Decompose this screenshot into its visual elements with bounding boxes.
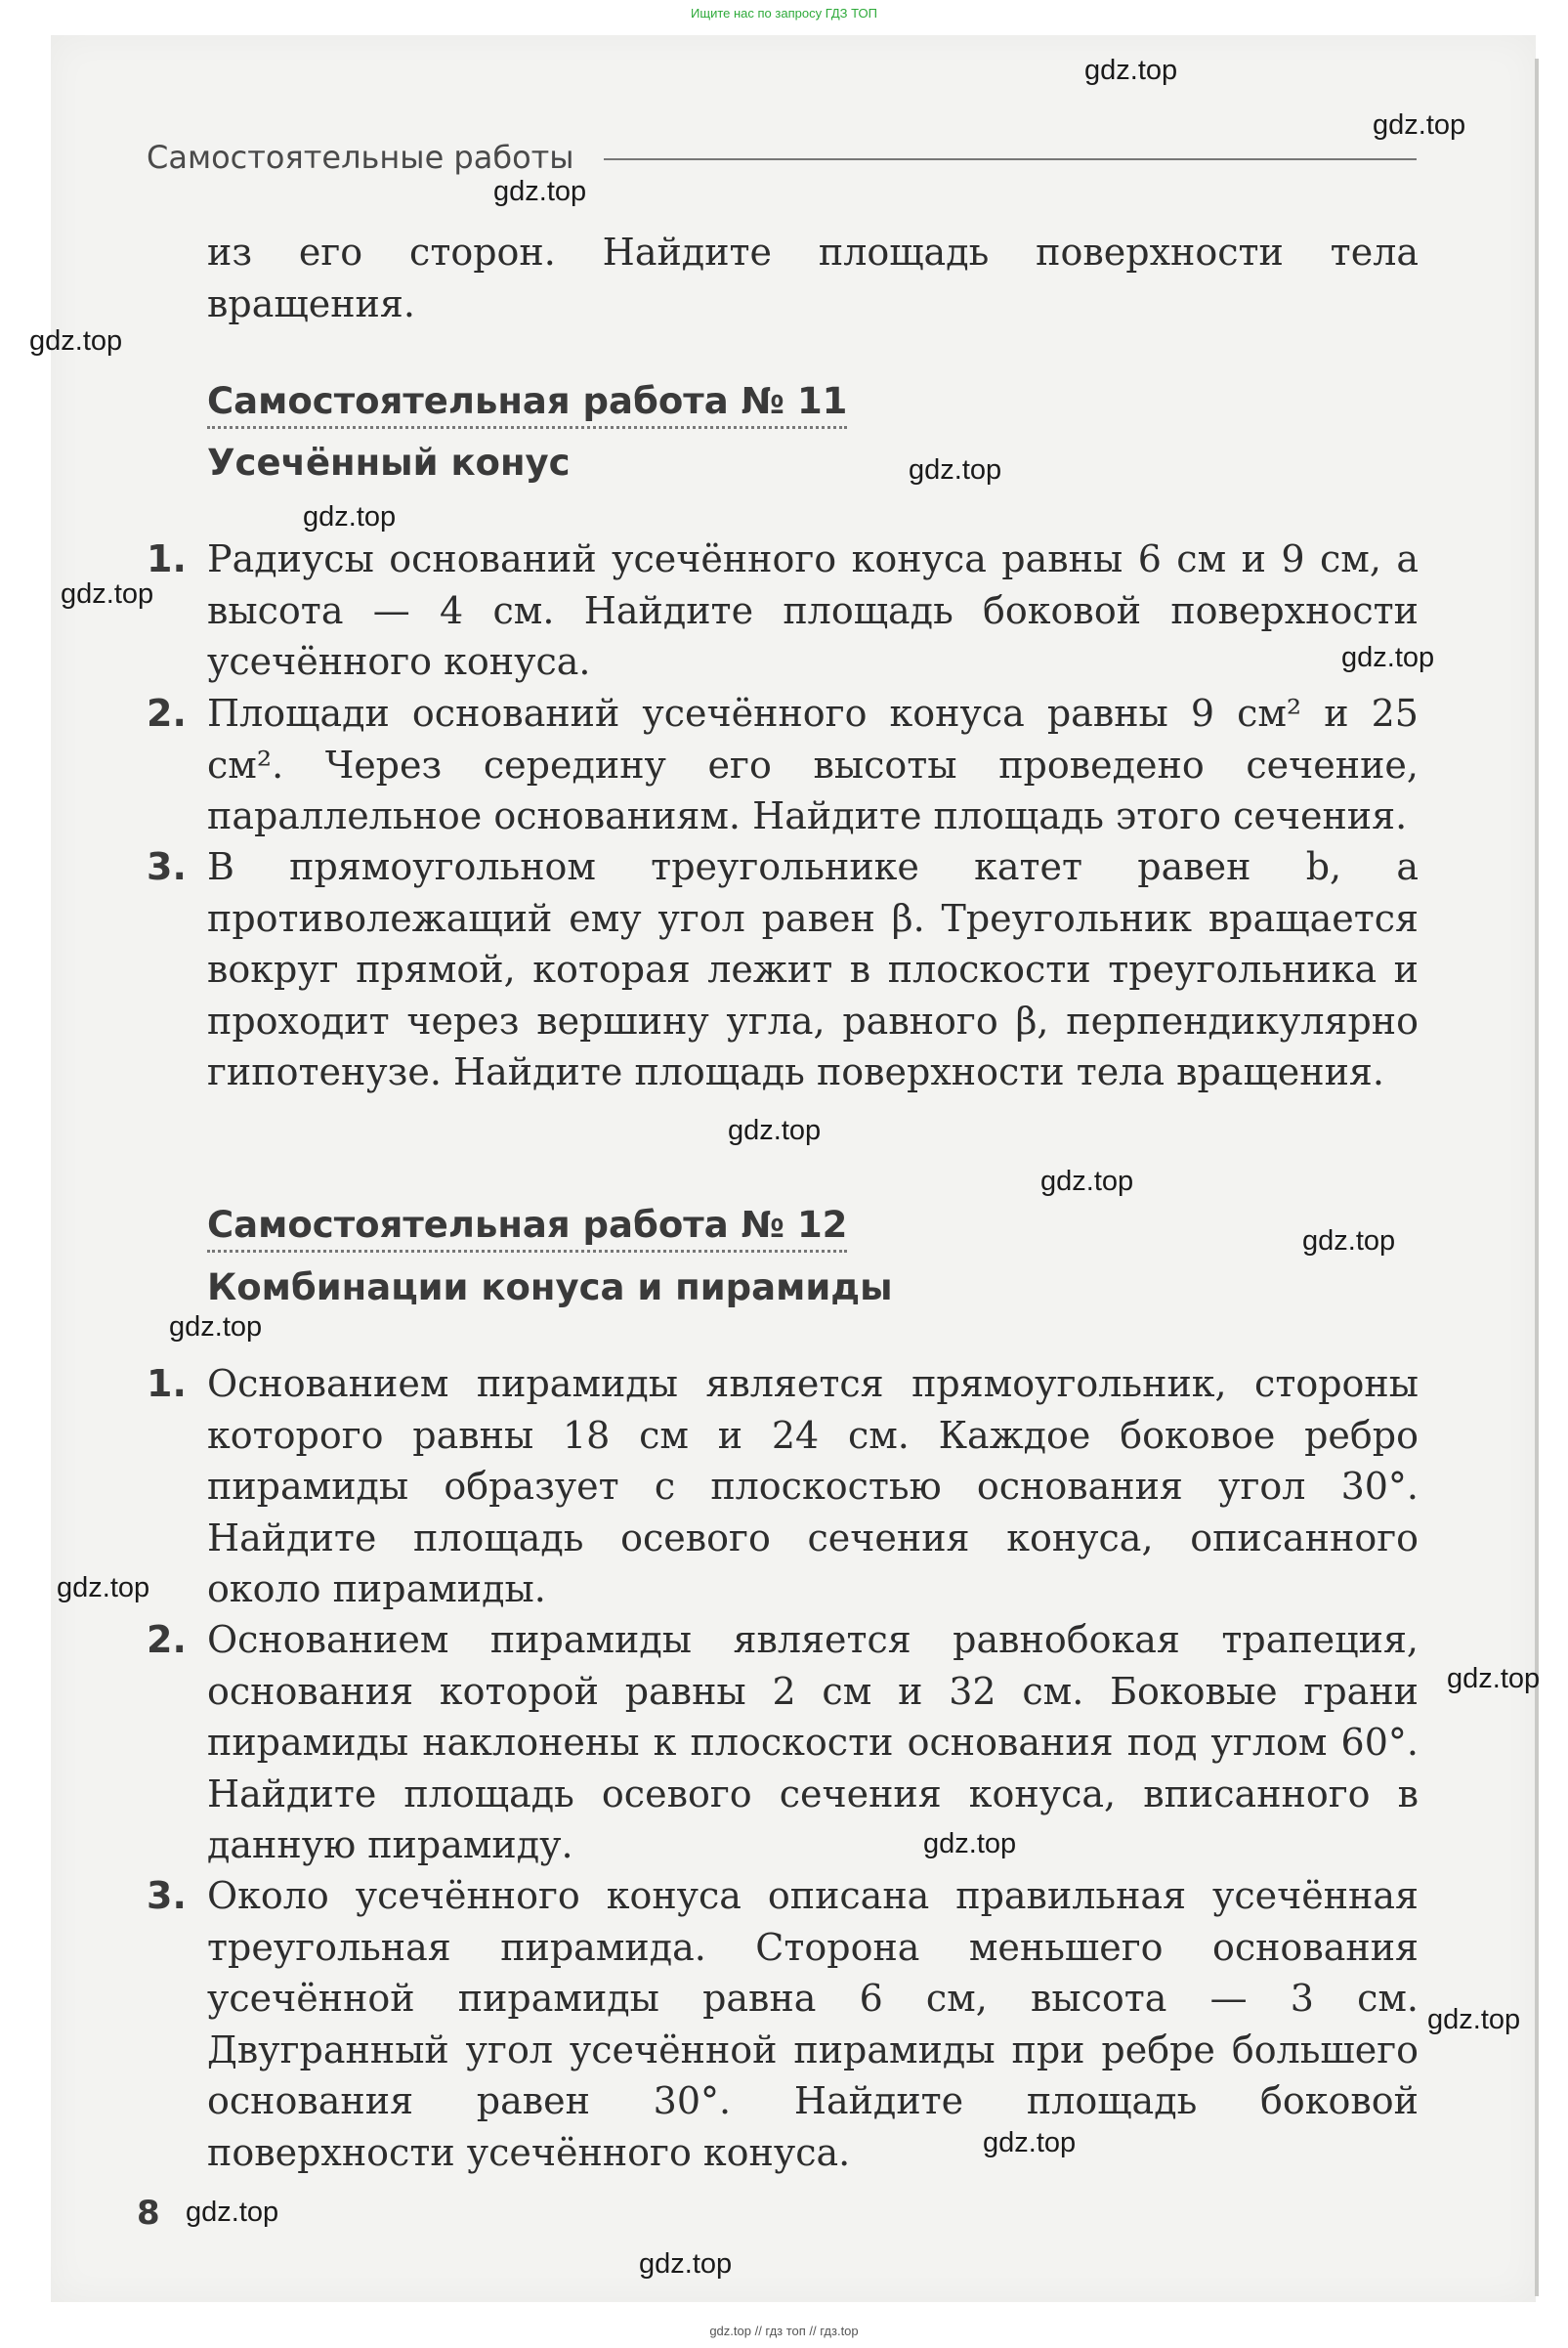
bottom-banner: gdz.top // гдз топ // гдз.top	[709, 2324, 859, 2338]
watermark: gdz.top	[169, 1311, 263, 1343]
task-text: Радиусы оснований усечённого конуса равны 6 см и 9 см, а высота — 4 см. Найдите площадь боковой поверхности усечённого конуса.	[207, 537, 1419, 683]
running-head	[147, 139, 1417, 176]
watermark: gdz.top	[493, 176, 587, 207]
task-number: 1.	[147, 1362, 187, 1405]
watermark: gdz.top	[1341, 642, 1435, 673]
work11-task-3	[147, 841, 1419, 1098]
task-number: 3.	[147, 845, 187, 888]
page-number: 8	[137, 2194, 160, 2233]
watermark: gdz.top	[57, 1572, 150, 1603]
top-banner: Ищите нас по запросу ГДЗ ТОП	[691, 6, 877, 21]
work11-subheading: Усечённый конус	[207, 442, 571, 484]
task-number: 2.	[147, 692, 187, 735]
watermark: gdz.top	[1373, 109, 1466, 141]
watermark: gdz.top	[61, 578, 154, 610]
work12-task-1	[147, 1358, 1419, 1615]
task-text: Основанием пирамиды является прямоугольник, стороны которого равны 18 см и 24 см. Каждое боковое ребро пирамиды образует с плоскостью основания угол 30°. Найдите площадь осевого сечения конуса, описанного около пирамиды.	[207, 1362, 1419, 1610]
watermark: gdz.top	[909, 454, 1002, 486]
watermark: gdz.top	[186, 2197, 279, 2228]
intro-text: из его сторон. Найдите площадь поверхности тела вращения.	[207, 231, 1419, 325]
task-text: В прямоугольном треугольнике катет равен b, а противолежащий ему угол равен β. Треугольник вращается вокруг прямой, которая лежит в плоскости треугольника и проходит через вершину угла, равного β, перпендикулярно гипотенузе. Найдите площадь поверхности тела вращения.	[207, 845, 1419, 1093]
watermark: gdz.top	[639, 2248, 733, 2280]
work11-heading: Самостоятельная работа № 11	[207, 380, 847, 429]
watermark: gdz.top	[1302, 1225, 1396, 1257]
page-edge	[1535, 59, 1539, 2296]
task-text: Площади оснований усечённого конуса равны 9 см² и 25 см². Через середину его высоты проведено сечение, параллельное основаниям. Найдите площадь этого сечения.	[207, 692, 1419, 837]
watermark: gdz.top	[29, 325, 123, 357]
watermark: gdz.top	[1447, 1663, 1541, 1694]
task-number: 3.	[147, 1874, 187, 1917]
work12-heading: Самостоятельная работа № 12	[207, 1204, 847, 1253]
task-number: 2.	[147, 1618, 187, 1661]
watermark: gdz.top	[1040, 1166, 1134, 1197]
watermark: gdz.top	[728, 1115, 822, 1146]
task-text: Около усечённого конуса описана правильная усечённая треугольная пирамида. Сторона меньшего основания усечённой пирамиды равна 6 см, высота — 3 см. Двугранный угол усечённой пирамиды при ребре большего основания равен 30°. Найдите площадь боковой поверхности усечённого конуса.	[207, 1874, 1419, 2174]
work12-subheading: Комбинации конуса и пирамиды	[207, 1266, 893, 1308]
running-head-rule	[604, 158, 1417, 160]
watermark: gdz.top	[923, 1828, 1017, 1859]
task-number: 1.	[147, 537, 187, 580]
work12-task-3	[147, 1870, 1419, 2178]
work12-task-2	[147, 1614, 1419, 1871]
work11-task-2	[147, 688, 1419, 842]
running-head-title: Самостоятельные работы	[147, 139, 574, 176]
watermark: gdz.top	[303, 501, 397, 533]
work11-task-1	[147, 534, 1419, 688]
watermark: gdz.top	[1084, 55, 1178, 86]
watermark: gdz.top	[983, 2127, 1077, 2158]
task-text: Основанием пирамиды является равнобокая трапеция, основания которой равны 2 см и 32 см. Боковые грани пирамиды наклонены к плоскости основания под углом 60°. Найдите площадь осевого сечения конуса, вписанного в данную пирамиду.	[207, 1618, 1419, 1866]
watermark: gdz.top	[1427, 2004, 1521, 2035]
